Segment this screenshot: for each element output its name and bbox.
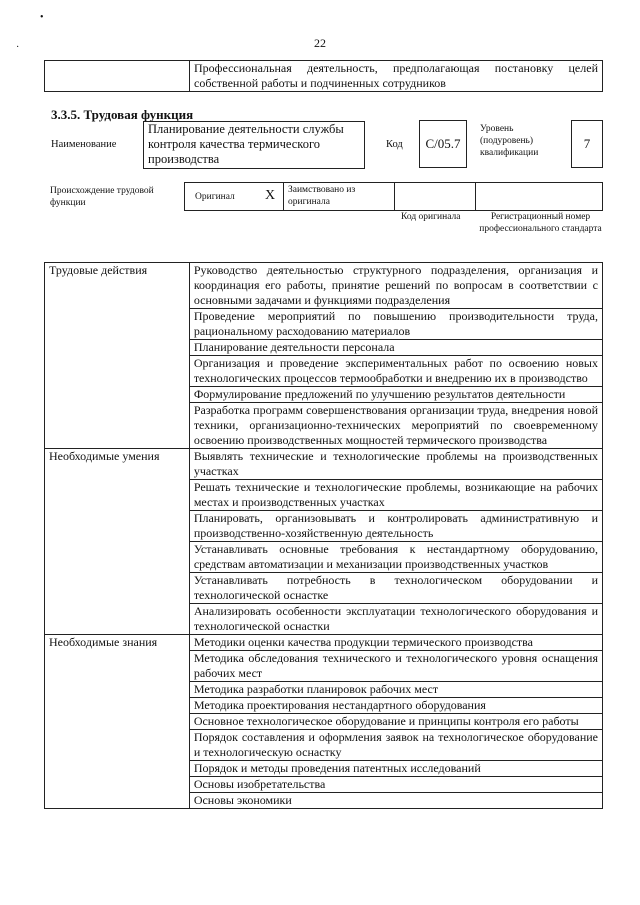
table-cell: Основы изобретательства — [189, 777, 602, 793]
origin-label: Происхождение трудовой функции — [50, 186, 154, 208]
table-cell: Проведение мероприятий по повышению производительности труда, рациональному расходованию материалов — [189, 309, 602, 340]
code-label: Код — [386, 139, 403, 150]
original-mark: X — [265, 188, 276, 203]
orig-code-caption: Код оригинала — [401, 212, 461, 222]
divider — [394, 183, 395, 210]
labor-function-table — [44, 262, 603, 809]
name-value: Планирование деятельности службы контроля качества термического производства — [143, 121, 365, 169]
table-cell: Методика проектирования нестандартного оборудования — [189, 698, 602, 714]
previous-table-tail — [44, 60, 603, 92]
section-title: 3.3.5. Трудовая функция — [51, 107, 194, 122]
table-cell: Организация и проведение экспериментальных работ по освоению новых технологических процессов термообработки и внедрению их в производство — [189, 356, 602, 387]
table-row — [45, 449, 603, 480]
table-row — [45, 635, 603, 651]
divider — [475, 183, 476, 210]
table-cell: Выявлять технические и технологические проблемы на производственных участках — [189, 449, 602, 480]
table-cell: Решать технические и технологические проблемы, возникающие на рабочих местах и производственных участках — [189, 480, 602, 511]
table-cell: Порядок и методы проведения патентных исследований — [189, 761, 602, 777]
table-cell: Порядок составления и оформления заявок на технологическое оборудование и технологическую оснастку — [189, 730, 602, 761]
table-cell: Устанавливать потребность в технологическом оборудовании и технологической оснастке — [189, 573, 602, 604]
page-number: 22 — [314, 36, 326, 50]
scan-mark: • — [40, 12, 44, 23]
divider — [283, 183, 284, 210]
reg-number-caption: Регистрационный номер профессионального стандарта — [479, 212, 602, 234]
table-cell: Разработка программ совершенствования организации труда, внедрения новой техники, организационно-технических мероприятий по своевременному освоению производственных мощностей термического производства — [189, 403, 602, 449]
name-label: Наименование — [51, 139, 117, 150]
level-value: 7 — [571, 120, 603, 168]
code-value: C/05.7 — [419, 120, 467, 168]
table-cell: Методика обследования технического и технологического уровня оснащения рабочих мест — [189, 651, 602, 682]
original-label: Оригинал — [195, 192, 235, 202]
row-group-label: Необходимые знания — [45, 635, 190, 809]
level-label: Уровень (подуровень) квалификации — [480, 124, 539, 158]
table-cell: Руководство деятельностью структурного подразделения, организация и координация его работы, принятие решений по вопросам в соответствии с основными задачами и функциями подразделения — [189, 263, 602, 309]
table-cell: Формулирование предложений по улучшению результатов деятельности — [189, 387, 602, 403]
table-cell: Устанавливать основные требования к нестандартному оборудованию, средствам автоматизации и механизации производственных участков — [189, 542, 602, 573]
borrowed-label: Заимствовано из оригинала — [288, 185, 356, 207]
table-row — [45, 263, 603, 309]
table-cell: Методика разработки планировок рабочих мест — [189, 682, 602, 698]
table-cell: Профессиональная деятельность, предполагающая постановку целей собственной работы и подчиненных сотрудников — [190, 61, 603, 92]
table-cell: Анализировать особенности эксплуатации технологического оборудования и технологической оснастки — [189, 604, 602, 635]
table-cell: Методики оценки качества продукции термического производства — [189, 635, 602, 651]
table-cell: Планирование деятельности персонала — [189, 340, 602, 356]
table-cell: Основное технологическое оборудование и принципы контроля его работы — [189, 714, 602, 730]
row-group-label: Необходимые умения — [45, 449, 190, 635]
scan-mark: · — [16, 42, 20, 53]
row-group-label: Трудовые действия — [45, 263, 190, 449]
table-cell: Основы экономики — [189, 793, 602, 809]
table-cell: Планировать, организовывать и контролировать административную и производственно-хозяйственную деятельность — [189, 511, 602, 542]
origin-table — [184, 182, 603, 211]
empty-cell — [45, 61, 190, 92]
